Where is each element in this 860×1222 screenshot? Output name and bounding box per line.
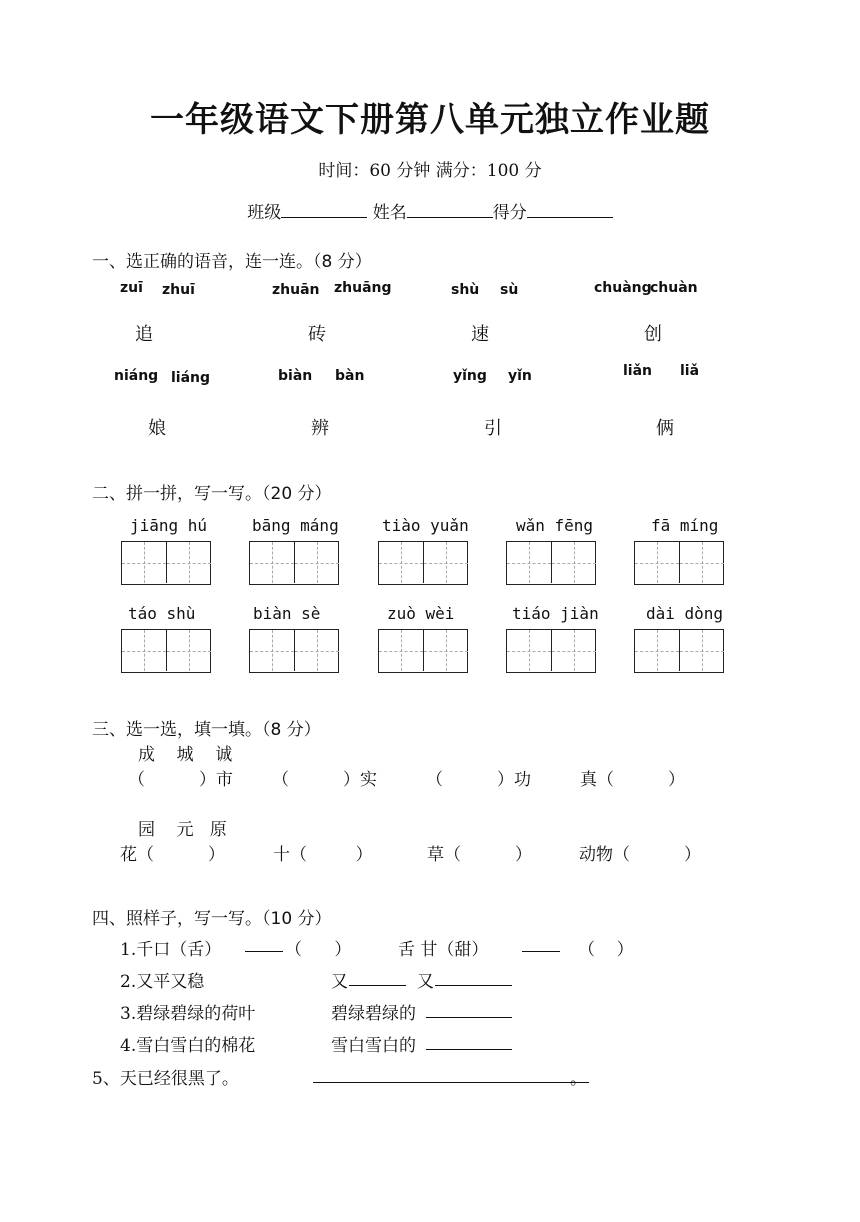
score-label: 得分	[492, 203, 527, 223]
hanzi-char: 创	[644, 324, 662, 345]
example-3-prefix: 碧绿碧绿的	[331, 1004, 416, 1024]
pinyin-option: chuàn	[650, 280, 698, 296]
fill-blank[interactable]: 十（ ）	[273, 845, 373, 865]
pinyin-prompt: bāng máng	[252, 516, 339, 535]
pinyin-prompt: biàn sè	[253, 604, 321, 623]
example-2: 2.又平又稳	[120, 972, 205, 992]
char-choices: 成 城 诚	[138, 745, 233, 765]
pinyin-prompt: dài dòng	[646, 604, 724, 623]
hanzi-char: 引	[484, 418, 502, 439]
hanzi-char: 速	[471, 324, 489, 345]
fill-blank[interactable]: （ ）实	[272, 770, 378, 790]
hanzi-char: 娘	[148, 418, 166, 439]
pinyin-option: bàn	[335, 368, 365, 384]
answer-line[interactable]	[426, 1049, 512, 1050]
writing-grid[interactable]	[378, 541, 468, 585]
sentence-end: 。	[570, 1069, 587, 1089]
pinyin-option: zhuān	[272, 282, 320, 298]
example-1b: 舌 甘（甜）	[398, 940, 489, 960]
pinyin-option: liǎ	[680, 363, 700, 379]
writing-grid[interactable]	[121, 541, 211, 585]
pinyin-prompt: fā míng	[651, 516, 719, 535]
hanzi-char: 砖	[308, 324, 326, 345]
answer-line[interactable]	[522, 951, 560, 952]
pinyin-prompt: tiáo jiàn	[512, 604, 599, 623]
name-label: 姓名	[372, 203, 407, 223]
pinyin-option: chuàng	[594, 280, 652, 296]
hanzi-char: 俩	[656, 418, 674, 439]
hanzi-char: 辨	[311, 418, 329, 439]
section-2-heading: 二、拼一拼，写一写。（20 分）	[92, 484, 332, 504]
fill-blank[interactable]: 草（ ）	[427, 845, 533, 865]
pinyin-option: yǐn	[508, 368, 532, 384]
writing-grid[interactable]	[634, 541, 724, 585]
writing-grid[interactable]	[249, 629, 339, 673]
fill-blank[interactable]: （ ）功	[426, 770, 532, 790]
section-3-heading: 三、选一选，填一填。（8 分）	[92, 720, 321, 740]
answer-line[interactable]	[349, 985, 406, 986]
pinyin-option: yǐng	[453, 368, 487, 384]
pinyin-option: biàn	[278, 368, 313, 384]
writing-grid[interactable]	[378, 629, 468, 673]
answer-line[interactable]	[435, 985, 512, 986]
fill-blank[interactable]: 动物（ ）	[579, 845, 702, 865]
pinyin-prompt: wǎn fēng	[516, 516, 594, 535]
pinyin-option: liáng	[171, 370, 211, 386]
name-blank[interactable]	[407, 201, 493, 218]
pinyin-option: shù	[451, 282, 480, 298]
writing-grid[interactable]	[506, 629, 596, 673]
fill-blank[interactable]: 真（ ）	[580, 770, 686, 790]
hanzi-char: 追	[135, 324, 153, 345]
pinyin-prompt: táo shù	[128, 604, 196, 623]
answer-line[interactable]	[426, 1017, 512, 1018]
example-1: 1.千口（舌）	[120, 940, 222, 960]
example-5: 5、天已经很黑了。	[92, 1069, 239, 1089]
pinyin-option: zuī	[120, 280, 143, 296]
writing-grid[interactable]	[506, 541, 596, 585]
class-blank[interactable]	[281, 201, 367, 218]
student-info	[0, 198, 860, 223]
section-1-heading: 一、选正确的语音，连一连。（8 分）	[92, 252, 372, 272]
pinyin-option: zhuāng	[334, 280, 392, 296]
section-4-heading: 四、照样子，写一写。（10 分）	[92, 909, 332, 929]
example-4-prefix: 雪白雪白的	[331, 1036, 416, 1056]
class-label: 班级	[247, 203, 282, 223]
example-2-b: 又	[417, 972, 434, 992]
answer-line[interactable]	[313, 1082, 589, 1083]
pinyin-option: liǎn	[623, 363, 653, 379]
example-3: 3.碧绿碧绿的荷叶	[120, 1004, 256, 1024]
answer-paren[interactable]: （ ）	[285, 940, 352, 960]
writing-grid[interactable]	[249, 541, 339, 585]
pinyin-option: sù	[500, 282, 519, 298]
pinyin-prompt: tiào yuǎn	[382, 516, 469, 535]
fill-blank[interactable]: （ ）市	[128, 770, 234, 790]
example-2-a: 又	[331, 972, 348, 992]
example-4: 4.雪白雪白的棉花	[120, 1036, 256, 1056]
answer-paren[interactable]: （ ）	[578, 940, 634, 960]
pinyin-option: zhuī	[162, 282, 195, 298]
answer-line[interactable]	[245, 951, 283, 952]
pinyin-option: niáng	[114, 368, 159, 384]
pinyin-prompt: jiāng hú	[130, 516, 208, 535]
fill-blank[interactable]: 花（ ）	[120, 845, 226, 865]
score-blank[interactable]	[527, 201, 613, 218]
page-title: 一年级语文下册第八单元独立作业题	[150, 100, 710, 140]
pinyin-prompt: zuò wèi	[387, 604, 455, 623]
writing-grid[interactable]	[121, 629, 211, 673]
char-choices: 园 元 原	[138, 820, 227, 840]
exam-time-score: 时间：60 分钟 满分：100 分	[318, 161, 542, 181]
writing-grid[interactable]	[634, 629, 724, 673]
